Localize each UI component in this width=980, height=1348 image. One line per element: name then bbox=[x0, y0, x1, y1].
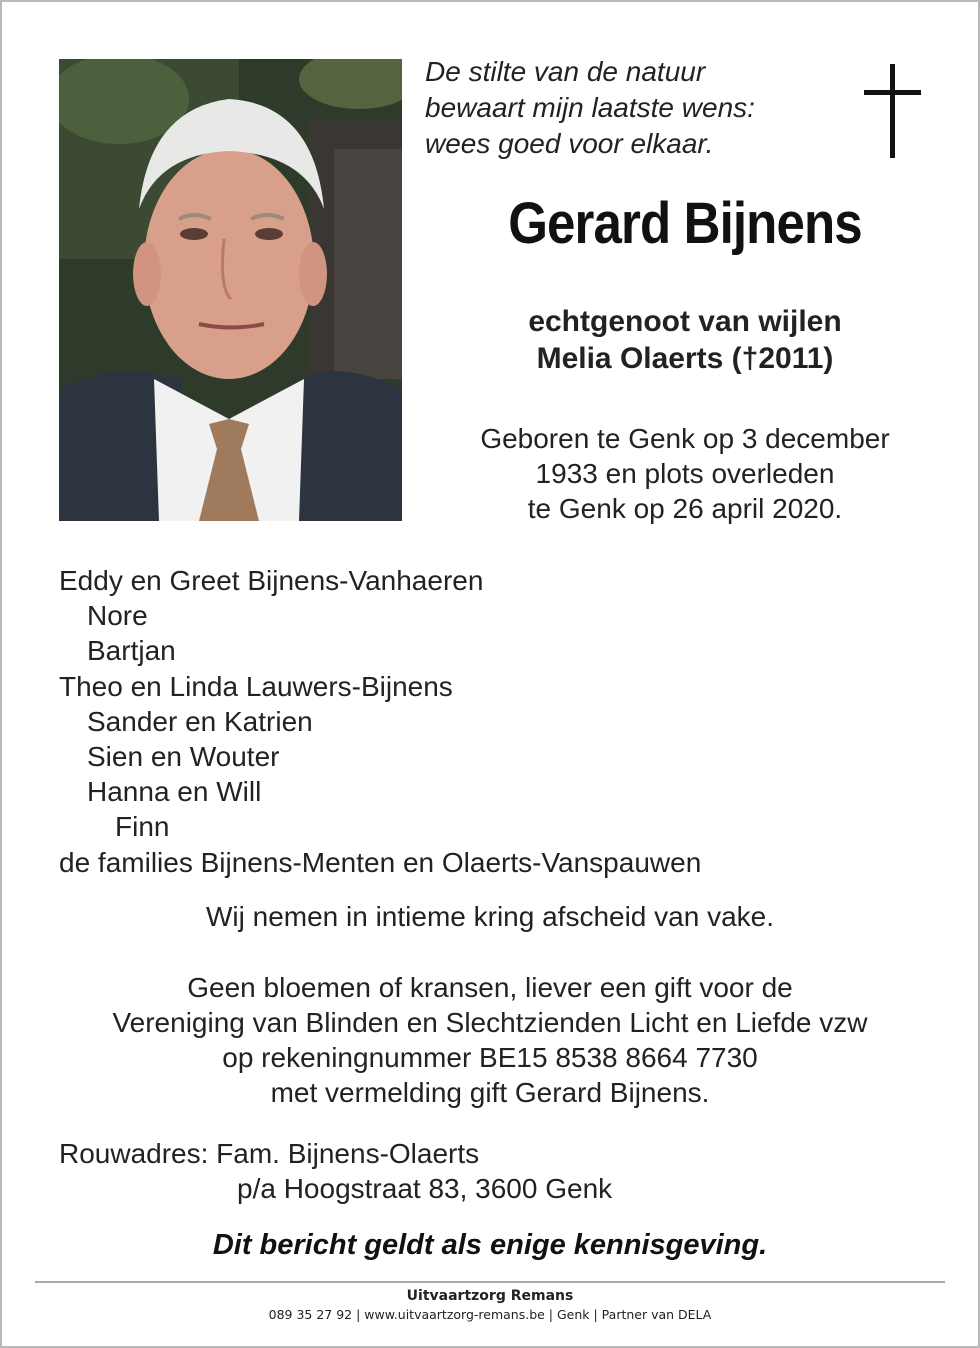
quote-line: De stilte van de natuur bbox=[425, 56, 706, 87]
family-member: Theo en Linda Lauwers-Bijnens bbox=[59, 670, 453, 702]
birth-line: 1933 en plots overleden bbox=[535, 458, 835, 489]
family-member: Eddy en Greet Bijnens-Vanhaeren bbox=[59, 565, 484, 596]
family-member: Sien en Wouter bbox=[87, 741, 280, 773]
deceased-name: Gerard Bijnens bbox=[508, 191, 862, 256]
family-member: Hanna en Will bbox=[87, 776, 262, 808]
family-member: de families Bijnens-Menten en Olaerts-Vanspauwen bbox=[59, 846, 702, 878]
funeral-home-name: Uitvaartzorg Remans bbox=[406, 1288, 574, 1304]
family-member: Sander en Katrien bbox=[87, 705, 313, 737]
donation-text bbox=[0, 970, 980, 1110]
donation-line: met vermelding gift Gerard Bijnens. bbox=[270, 1077, 710, 1108]
birth-death-info bbox=[420, 421, 950, 526]
family-member: Nore bbox=[87, 600, 148, 632]
funeral-home-contact: 089 35 27 92 | www.uitvaartzorg-remans.be | Genk | Partner van DELA bbox=[268, 1307, 712, 1322]
farewell-text bbox=[0, 899, 980, 934]
donation-line: op rekeningnummer BE15 8538 8664 7730 bbox=[222, 1042, 758, 1073]
address-line: Rouwadres: Fam. Bijnens-Olaerts bbox=[59, 1138, 480, 1169]
footer-divider bbox=[35, 1281, 945, 1283]
birth-line: te Genk op 26 april 2020. bbox=[527, 493, 843, 524]
family-member: Bartjan bbox=[87, 635, 176, 667]
farewell-line: Wij nemen in intieme kring afscheid van vake. bbox=[205, 901, 775, 932]
donation-line: Geen bloemen of kransen, liever een gift voor de bbox=[187, 972, 793, 1003]
memorial-quote bbox=[425, 54, 755, 162]
birth-line: Geboren te Genk op 3 december bbox=[480, 423, 890, 454]
spouse-info bbox=[420, 303, 950, 377]
donation-line: Vereniging van Blinden en Slechtzienden Licht en Liefde vzw bbox=[112, 1007, 868, 1038]
family-member: Finn bbox=[115, 811, 170, 843]
cross-icon bbox=[864, 64, 921, 158]
notice-text: Dit bericht geldt als enige kennisgeving. bbox=[212, 1229, 768, 1261]
portrait-photo bbox=[59, 59, 402, 521]
quote-line: wees goed voor elkaar. bbox=[425, 128, 714, 159]
mourning-address bbox=[59, 1136, 612, 1206]
family-list bbox=[59, 563, 701, 880]
address-line: p/a Hoogstraat 83, 3600 Genk bbox=[237, 1173, 613, 1204]
spouse-line: Melia Olaerts (†2011) bbox=[536, 342, 834, 375]
quote-line: bewaart mijn laatste wens: bbox=[425, 92, 755, 123]
spouse-line: echtgenoot van wijlen bbox=[528, 305, 842, 338]
